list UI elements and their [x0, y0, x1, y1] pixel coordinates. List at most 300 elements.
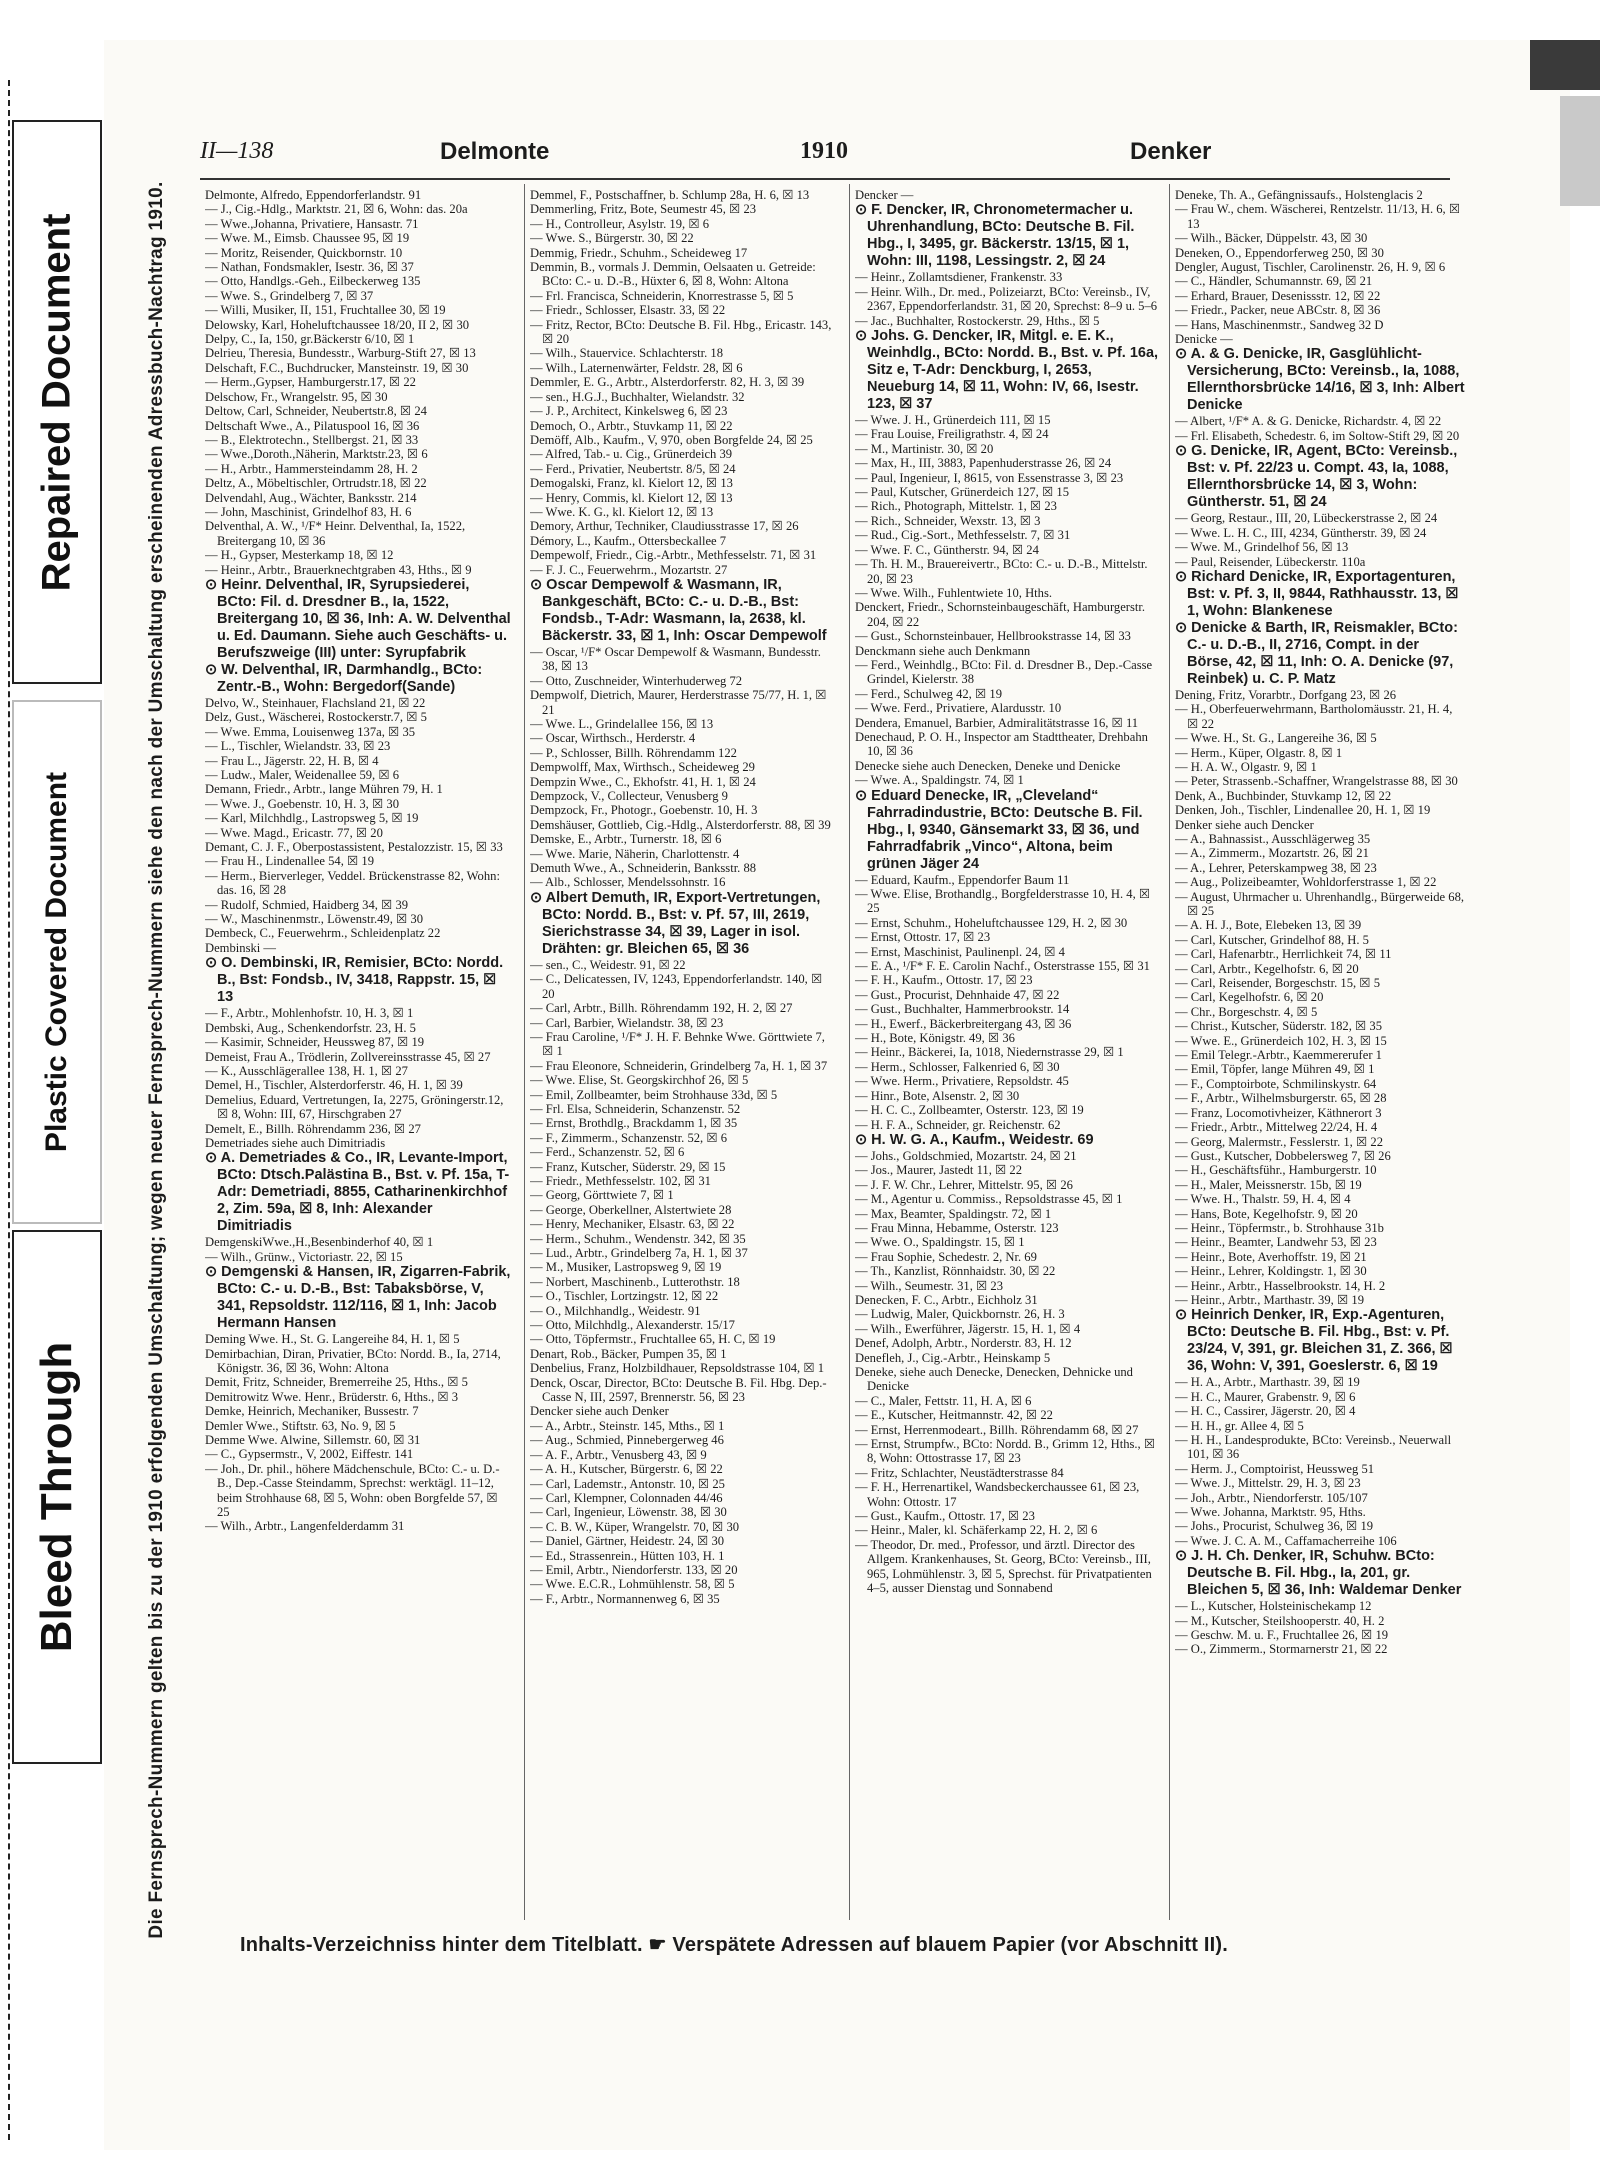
directory-entry: Dening, Fritz, Vorarbtr., Dorfgang 23, ☒ 26	[1175, 687, 1397, 702]
directory-entry: Denechaud, P. O. H., Inspector am Stadttheater, Drehbahn 10, ☒ 36	[855, 729, 1148, 759]
directory-entry: — Eduard, Kaufm., Eppendorfer Baum 11	[855, 872, 1070, 887]
directory-entry: — Carl, Hafenarbtr., Herrlichkeit 74, ☒ 11	[1175, 947, 1392, 962]
directory-entry: — Wwe. E., Grünerdeich 102, H. 3, ☒ 15	[1175, 1033, 1387, 1048]
directory-entry: — C., Maler, Fettstr. 11, H. A, ☒ 6	[855, 1393, 1032, 1408]
directory-entry: — Heinr., Zollamtsdiener, Frankenstr. 33	[855, 270, 1063, 285]
directory-entry: Denart, Rob., Bäcker, Pumpen 35, ☒ 1	[530, 1346, 727, 1361]
directory-entry: — Hinr., Bote, Alsenstr. 2, ☒ 30	[855, 1088, 1020, 1103]
directory-entry: — George, Oberkellner, Alstertwiete 28	[530, 1202, 732, 1217]
directory-entry: — Joh., Dr. phil., höhere Mädchenschule, BCto: C.- u. D.-B., Dep.-Casse Steindamm, Sprechst: werktägl. 11–12, beim Strohhause 68, ☒ 5, Wohn: oben Borgfelde 57, ☒ 25	[205, 1461, 500, 1520]
directory-entry: — H., Geschäftsführ., Hamburgerstr. 10	[1175, 1163, 1377, 1178]
directory-entry: Delmonte, Alfredo, Eppendorferlandstr. 91	[205, 188, 422, 202]
directory-entry: — Emil, Arbtr., Niendorferstr. 133, ☒ 20	[530, 1562, 738, 1577]
directory-entry: — F., Arbtr., Mohlenhofstr. 10, H. 3, ☒ 1	[205, 1006, 414, 1021]
directory-entry: Denker siehe auch Dencker	[1175, 817, 1314, 832]
badge-repaired-document	[12, 120, 102, 684]
directory-entry: — Max, H., III, 3883, Papenhuderstrasse 26, ☒ 24	[855, 456, 1112, 471]
directory-entry: Delschaft, F.C., Buchdrucker, Mansteinstr. 19, ☒ 30	[205, 360, 469, 375]
directory-entry: Denecken, F. C., Arbtr., Eichholz 31	[855, 1292, 1038, 1307]
directory-entry: Delrieu, Theresia, Bundesstr., Warburg-Stift 27, ☒ 13	[205, 346, 476, 361]
last-keyword: Denker	[1130, 138, 1212, 165]
directory-entry: — Willi, Musiker, II, 151, Fruchtallee 30, ☒ 19	[205, 303, 446, 318]
directory-entry: Denecke siehe auch Denecken, Deneke und Denicke	[855, 758, 1121, 773]
directory-entry: Démory, L., Kaufm., Ottersbeckallee 7	[530, 533, 727, 548]
directory-entry: Dempzock, Fr., Photogr., Goebenstr. 10, H. 3	[530, 803, 758, 818]
directory-entry: — Wilh., Stauervice. Schlachterstr. 18	[530, 346, 724, 361]
directory-entry: — Norbert, Maschinenb., Lutterothstr. 18	[530, 1274, 740, 1289]
directory-entry: — A. H., Kutscher, Bürgerstr. 6, ☒ 22	[530, 1462, 723, 1477]
directory-entry: Demmin, B., vormals J. Demmin, Oelsaaten u. Getreide: BCto: C.- u. D.-B., Hüxter 6, ☒ 8, Wohn: Altona	[530, 260, 816, 289]
directory-entry: — Gust., Kutscher, Dobbelersweg 7, ☒ 26	[1175, 1148, 1391, 1163]
directory-entry: Denefleh, J., Cig.-Arbtr., Heinskamp 5	[855, 1350, 1051, 1365]
directory-entry: — Wwe. A., Spaldingstr. 74, ☒ 1	[855, 773, 1024, 788]
directory-entry: — Wwe. M., Grindelhof 56, ☒ 13	[1175, 540, 1349, 555]
directory-entry: Deneke, siehe auch Denecke, Denecken, Dehnicke und Denicke	[855, 1365, 1133, 1394]
directory-entry: — Paul, Kutscher, Grünerdeich 127, ☒ 15	[855, 485, 1069, 500]
directory-entry: — Ernst, Schuhm., Hoheluftchaussee 129, H. 2, ☒ 30	[855, 915, 1128, 930]
directory-entry: — Paul, Reisender, Lübeckerstr. 110a	[1175, 554, 1366, 569]
directory-entry: Demmig, Friedr., Schuhm., Scheideweg 17	[530, 245, 748, 260]
directory-entry: — Th. H. M., Brauereivertr., BCto: C.- u. D.-B., Mittelstr. 20, ☒ 23	[855, 557, 1148, 586]
directory-entry: Demshäuser, Gottlieb, Cig.-Hdlg., Alsterdorferstr. 88, ☒ 39	[530, 817, 831, 832]
directory-entry: — Herm., Schuhm., Wendenstr. 342, ☒ 35	[530, 1231, 746, 1246]
directory-entry: — Ferd., Schulweg 42, ☒ 19	[855, 686, 1003, 701]
directory-entry: — Wwe.,Johanna, Privatiere, Hansastr. 71	[205, 216, 419, 231]
directory-entry: — O., Tischler, Lortzingstr. 12, ☒ 22	[530, 1289, 719, 1304]
directory-entry: — Frl. Francisca, Schneiderin, Knorrestrasse 5, ☒ 5	[530, 288, 794, 303]
directory-entry: — H. H., Landesprodukte, BCto: Vereinsb., Neuerwall 101, ☒ 36	[1175, 1433, 1452, 1462]
directory-entry: — J. F. W. Chr., Lehrer, Mittelstr. 95, ☒ 26	[855, 1177, 1073, 1192]
directory-entry: Demske, E., Arbtr., Turnerstr. 18, ☒ 6	[530, 832, 722, 847]
directory-column-1	[205, 188, 511, 1916]
directory-entry: — Rud., Cig.-Sort., Methfesselstr. 7, ☒ 31	[855, 528, 1071, 543]
directory-entry: — Max, Beamter, Spaldingstr. 72, ☒ 1	[855, 1206, 1052, 1221]
directory-entry: — Frau L., Jägerstr. 22, H. B, ☒ 4	[205, 753, 379, 768]
directory-entry: Democh, O., Arbtr., Stuvkamp 11, ☒ 22	[530, 418, 733, 433]
directory-entry: — H. C., Cassirer, Jägerstr. 20, ☒ 4	[1175, 1404, 1356, 1419]
badge-plastic-covered-document	[12, 700, 102, 1224]
directory-entry: — H. C., Maurer, Grabenstr. 9, ☒ 6	[1175, 1389, 1356, 1404]
directory-entry: — Daniel, Gärtner, Heidestr. 24, ☒ 30	[530, 1534, 725, 1549]
directory-entry: — Wwe. F. C., Güntherstr. 94, ☒ 24	[855, 542, 1039, 557]
directory-entry: Delz, Gust., Wäscherei, Rostockerstr.7, ☒ 5	[205, 710, 427, 725]
directory-column-3	[855, 188, 1161, 1916]
directory-entry: — Hans, Maschinenmstr., Sandweg 32 D	[1175, 317, 1384, 332]
directory-entry: — Ed., Strassenrein., Hütten 103, H. 1	[530, 1548, 725, 1563]
directory-entry: — F. H., Kaufm., Ottostr. 17, ☒ 23	[855, 973, 1033, 988]
directory-entry: — Georg, Restaur., III, 20, Lübeckerstrasse 2, ☒ 24	[1175, 511, 1438, 526]
directory-entry: Deneke, Th. A., Gefängnissaufs., Holstenglacis 2	[1175, 188, 1423, 202]
directory-entry: — Georg, Görttwiete 7, ☒ 1	[530, 1188, 674, 1203]
directory-entry: — Moritz, Reisender, Quickbornstr. 10	[205, 245, 403, 260]
directory-entry: — Wwe. Elise, Brothandlg., Borgfelderstrasse 10, H. 4, ☒ 25	[855, 887, 1151, 916]
directory-entry: — Wilh., Arbtr., Langenfelderdamm 31	[205, 1519, 405, 1534]
directory-entry: — Frl. Elsa, Schneiderin, Schanzenstr. 52	[530, 1101, 741, 1116]
entry-highlight: ⊙ W. Delventhal, IR, Darmhandlg., BCto: Zentr.-B., Wohn: Bergedorf(Sande)	[205, 661, 483, 695]
directory-entry: — C. B. W., Küper, Wrangelstr. 70, ☒ 30	[530, 1519, 740, 1534]
directory-entry: Dembinski —	[205, 940, 277, 955]
directory-entry: Demme Wwe. Alwine, Sillemstr. 60, ☒ 31	[205, 1433, 421, 1447]
directory-entry: — Wwe. L., Grindelallee 156, ☒ 13	[530, 717, 714, 731]
directory-entry: — E. A., ¹/F* F. E. Carolin Nachf., Osterstrasse 155, ☒ 31	[855, 959, 1150, 974]
entry-highlight: ⊙ Eduard Denecke, IR, „Cleveland“ Fahrradindustrie, BCto: Deutsche B. Fil. Hbg., I, 9340, Gänsemarkt 33, ☒ 36, und Fahrradfabrik „Vinco“, Altona, beim grünen Jäger 24	[855, 787, 1143, 872]
directory-entry: — M., Agentur u. Commiss., Repsoldstrasse 45, ☒ 1	[855, 1192, 1123, 1207]
directory-entry: Delpy, C., Ia, 150, gr.Bäckerstr 6/10, ☒ 1	[205, 332, 415, 347]
entry-highlight: ⊙ Johs. G. Dencker, IR, Mitgl. e. E. K., Weinhdlg., BCto: Nordd. B., Bst. v. Pf. 16a, Sitz e, T-Adr: Denckburg, I, 2653, Neueburg 14, ☒ 11, Wohn: IV, 66, Isestr. 123, ☒ 37	[855, 328, 1159, 413]
directory-entry: Delowsky, Karl, Hoheluftchaussee 18/20, II 2, ☒ 30	[205, 317, 470, 332]
directory-entry: — E., Kutscher, Heitmannstr. 42, ☒ 22	[855, 1408, 1053, 1423]
directory-entry: — H. A. W., Olgastr. 9, ☒ 1	[1175, 759, 1317, 774]
directory-entry: — F., Zimmerm., Schanzenstr. 52, ☒ 6	[530, 1130, 728, 1145]
directory-column-2	[530, 188, 836, 1916]
directory-entry: — A. F., Arbtr., Venusberg 43, ☒ 9	[530, 1447, 707, 1462]
directory-entry: — Ludwig, Maler, Quickbornstr. 26, H. 3	[855, 1307, 1065, 1322]
directory-entry: Denk, A., Buchbinder, Stuvkamp 12, ☒ 22	[1175, 788, 1392, 803]
directory-entry: Demogalski, Franz, kl. Kielort 12, ☒ 13	[530, 476, 733, 491]
directory-entry: — Herm., Bierverleger, Veddel. Brückenstrasse 82, Wohn: das. 16, ☒ 28	[205, 868, 500, 898]
directory-entry: — Friedr., Methfesselstr. 102, ☒ 31	[530, 1173, 711, 1188]
directory-entry: — Ernst, Maschinist, Paulinenpl. 24, ☒ 4	[855, 944, 1065, 959]
directory-entry: — Karl, Milchhdlg., Lastropsweg 5, ☒ 19	[205, 811, 419, 826]
directory-entry: — C., Händler, Schumannstr. 69, ☒ 21	[1175, 274, 1373, 289]
directory-entry: — Jos., Maurer, Jastedt 11, ☒ 22	[855, 1163, 1023, 1178]
directory-entry: — Gust., Procurist, Dehnhaide 47, ☒ 22	[855, 987, 1060, 1002]
directory-entry: — Herm. J., Comptoirist, Heussweg 51	[1175, 1461, 1375, 1476]
directory-entry: Dencker —	[855, 188, 914, 202]
directory-entry: — Aug., Schmied, Pinnebergerweg 46	[530, 1433, 724, 1448]
directory-column-4	[1175, 188, 1465, 1916]
directory-entry: — Fritz, Rector, BCto: Deutsche B. Fil. Hbg., Ericastr. 143, ☒ 20	[530, 317, 832, 347]
entry-highlight: ⊙ H. W. G. A., Kaufm., Weidestr. 69	[855, 1131, 1094, 1148]
directory-entry: — H. F. A., Schneider, gr. Reichenstr. 62	[855, 1117, 1061, 1132]
directory-entry: Dempewolf, Friedr., Cig.-Arbtr., Methfesselstr. 71, ☒ 31	[530, 548, 817, 563]
entry-highlight: ⊙ O. Dembinski, IR, Remisier, BCto: Nordd. B., Bst: Fondsb., IV, 3418, Rappstr. 15, ☒ 13	[205, 955, 504, 1006]
directory-entry: — H. H., gr. Allee 4, ☒ 5	[1175, 1418, 1304, 1433]
directory-entry: — A., Zimmerm., Mozartstr. 26, ☒ 21	[1175, 846, 1369, 861]
directory-entry: — Carl, Reisender, Borgeschstr. 15, ☒ 5	[1175, 976, 1381, 991]
directory-entry: — L., Kutscher, Holsteinischekamp 12	[1175, 1599, 1372, 1614]
directory-entry: — Alfred, Tab.- u. Cig., Grünerdeich 39	[530, 447, 733, 462]
directory-entry: — Heinr., Bäckerei, Ia, 1018, Niedernstrasse 29, ☒ 1	[855, 1045, 1124, 1060]
directory-entry: — Wwe. J. H., Grünerdeich 111, ☒ 15	[855, 413, 1051, 428]
first-keyword: Delmonte	[440, 138, 550, 165]
directory-entry: — Heinr., Bote, Averhoffstr. 19, ☒ 21	[1175, 1249, 1367, 1264]
directory-entry: — Heinr., Töpfermstr., b. Strohhause 31b	[1175, 1220, 1384, 1235]
directory-entry: — Herm., Küper, Olgastr. 8, ☒ 1	[1175, 745, 1343, 760]
entry-highlight: ⊙ Albert Demuth, IR, Export-Vertretungen, BCto: Nordd. B., Bst: v. Pf. 57, III, 2619, Sierichstrasse 34, ☒ 39, Lager in isol. Drähten: gr. Bleichen 65, ☒ 36	[530, 889, 821, 957]
directory-entry: — Georg, Malermstr., Fesslerstr. 1, ☒ 22	[1175, 1134, 1383, 1149]
directory-entry: — Frl. Elisabeth, Schedestr. 6, im Soltow-Stift 29, ☒ 20	[1175, 428, 1460, 443]
directory-entry: — Wwe. Johanna, Marktstr. 95, Hths.	[1175, 1505, 1366, 1520]
directory-entry: — H. A., Arbtr., Marthastr. 39, ☒ 19	[1175, 1375, 1360, 1390]
directory-entry: Demuth Wwe., A., Schneiderin, Banksstr. 88	[530, 861, 757, 876]
directory-entry: Demetriades siehe auch Dimitriadis	[205, 1135, 386, 1150]
column-divider	[1169, 184, 1170, 1920]
directory-entry: — Frau Louise, Freiligrathstr. 4, ☒ 24	[855, 427, 1049, 442]
directory-entry: — Wwe. H., Thalstr. 59, H. 4, ☒ 4	[1175, 1192, 1351, 1207]
badge-bleed-through	[12, 1230, 102, 1764]
directory-entry: — Carl, Arbtr., Billh. Röhrendamm 192, H. 2, ☒ 27	[530, 1001, 793, 1016]
directory-entry: — Frau Eleonore, Schneiderin, Grindelberg 7a, H. 1, ☒ 37	[530, 1058, 828, 1073]
side-note-vertical: Die Fernsprech-Nummern gelten bis zu der 1910 erfolgenden Umschaltung; wegen neuer Fernsprech-Nummern siehe den nach der Umschaltung erscheinenden Adressbuch-Nachtrag 1910.	[146, 181, 167, 1939]
directory-entry: Demöff, Alb., Kaufm., V, 970, oben Borgfelde 24, ☒ 25	[530, 432, 813, 447]
directory-entry: — Nathan, Fondsmakler, Isestr. 36, ☒ 37	[205, 260, 414, 275]
directory-entry: — Oscar, ¹/F* Oscar Dempewolf & Wasmann, Bundesstr. 38, ☒ 13	[530, 644, 821, 674]
directory-entry: Demmler, E. G., Arbtr., Alsterdorferstr. 82, H. 3, ☒ 39	[530, 375, 805, 390]
directory-entry: — Peter, Strassenb.-Schaffner, Wrangelstrasse 88, ☒ 30	[1175, 774, 1458, 789]
directory-entry: — Otto, Zuschneider, Winterhuderweg 72	[530, 673, 743, 688]
directory-entry: — Wwe.,Doroth.,Näherin, Marktstr.23, ☒ 6	[205, 447, 428, 462]
directory-entry: Delvendahl, Aug., Wächter, Banksstr. 214	[205, 490, 417, 505]
directory-entry: — Wwe. Elise, St. Georgskirchhof 26, ☒ 5	[530, 1073, 749, 1088]
scan-edge-dark-tab	[1530, 40, 1600, 90]
directory-entry: — Otto, Handlgs.-Geh., Eilbeckerweg 135	[205, 274, 421, 289]
directory-entry: — Wwe. Magd., Ericastr. 77, ☒ 20	[205, 825, 383, 840]
entry-highlight: ⊙ Heinrich Denker, IR, Exp.-Agenturen, BCto: Deutsche B. Fil. Hbg., Bst: v. Pf. 23/24, V, 391, gr. Bleichen 31, Z. 366, ☒ 36, Wohn: V, 391, Goeslerstr. 6, ☒ 19	[1175, 1307, 1453, 1375]
directory-entry: — Henry, Commis, kl. Kielort 12, ☒ 13	[530, 490, 733, 505]
directory-entry: Dembeck, C., Feuerwehrm., Schleidenplatz 22	[205, 926, 441, 941]
directory-entry: — H., Ewerf., Bäckerbreitergang 43, ☒ 36	[855, 1016, 1072, 1031]
directory-entry: — Johs., Goldschmied, Mozartstr. 24, ☒ 21	[855, 1148, 1077, 1163]
directory-entry: — Jac., Buchhalter, Rostockerstr. 29, Hths., ☒ 5	[855, 313, 1100, 328]
directory-entry: — B., Elektrotechn., Stellbergst. 21, ☒ 33	[205, 432, 419, 447]
directory-entry: — Carl, Ingenieur, Löwenstr. 38, ☒ 30	[530, 1505, 727, 1520]
directory-entry: — Frau Minna, Hebamme, Osterstr. 123	[855, 1220, 1059, 1235]
directory-entry: — Friedr., Schlosser, Elsastr. 33, ☒ 22	[530, 303, 726, 318]
directory-entry: — Rich., Schneider, Wexstr. 13, ☒ 3	[855, 513, 1041, 528]
directory-entry: — Friedr., Packer, neue ABCstr. 8, ☒ 36	[1175, 303, 1381, 318]
directory-entry: — F., Arbtr., Normannenweg 6, ☒ 35	[530, 1591, 720, 1606]
entry-highlight: ⊙ F. Dencker, IR, Chronometermacher u. Uhrenhandlung, BCto: Deutsche B. Fil. Hbg., I, 3495, gr. Bäckerstr. 13/15, ☒ 1, Wohn: III, 1198, Lessingstr. 2, ☒ 24	[855, 202, 1135, 270]
directory-entry: Demit, Fritz, Schneider, Bremerreihe 25, Hths., ☒ 5	[205, 1375, 468, 1390]
entry-highlight: ⊙ G. Denicke, IR, Agent, BCto: Vereinsb., Bst: v. Pf. 22/23 u. Compt. 43, Ia, 1088, Ellernthorsbrücke 14, ☒ 3, Wohn: Güntherstr. 51, ☒ 24	[1175, 443, 1458, 511]
directory-entry: Dendera, Emanuel, Barbier, Admiralitätstrasse 16, ☒ 11	[855, 715, 1139, 730]
directory-entry: Demelius, Eduard, Vertretungen, Ia, 2275, Gröningerstr.12, ☒ 8, Wohn: III, 67, Hirschgraben 27	[205, 1092, 504, 1122]
directory-entry: — Wwe. S., Grindelberg 7, ☒ 37	[205, 288, 374, 303]
directory-entry: — Heinr., Arbtr., Brauerknechtgraben 43, Hths., ☒ 9	[205, 562, 472, 577]
directory-entry: Demel, H., Tischler, Alsterdorferstr. 46, H. 1, ☒ 39	[205, 1078, 463, 1093]
directory-entry: — P., Schlosser, Billh. Röhrendamm 122	[530, 745, 737, 760]
directory-entry: — Wwe. H., St. G., Langereihe 36, ☒ 5	[1175, 731, 1377, 746]
directory-entry: — Gust., Kaufm., Ottostr. 17, ☒ 23	[855, 1509, 1035, 1524]
directory-entry: Dempzock, V., Collecteur, Venusberg 9	[530, 789, 728, 804]
directory-entry: — Heinr. Wilh., Dr. med., Polizeiarzt, BCto: Vereinsb., IV, 2367, Eppendorferlandstr. 31, ☒ 20, Sprechst: 8–9 u. 5–6	[855, 284, 1158, 314]
directory-entry: Denckmann siehe auch Denkmann	[855, 643, 1031, 658]
directory-entry: — Ludw., Maler, Weidenallee 59, ☒ 6	[205, 768, 400, 782]
directory-entry: — F. H., Herrenartikel, Wandsbeckerchaussee 61, ☒ 23, Wohn: Ottostr. 17	[855, 1480, 1140, 1509]
directory-entry: — Kasimir, Schneider, Heussweg 87, ☒ 19	[205, 1035, 425, 1050]
directory-entry: Demelt, E., Billh. Röhrendamm 236, ☒ 27	[205, 1121, 421, 1136]
directory-entry: — August, Uhrmacher u. Uhrenhandlg., Bürgerweide 68, ☒ 25	[1175, 889, 1465, 918]
directory-entry: Demmerling, Fritz, Bote, Seumestr 45, ☒ 23	[530, 202, 757, 217]
left-margin-strip	[0, 0, 104, 2177]
directory-entry: — H., Gypser, Mesterkamp 18, ☒ 12	[205, 548, 394, 563]
footer-note: Inhalts-Verzeichniss hinter dem Titelblatt. ☛ Verspätete Adressen auf blauem Papier (vor Abschnitt II).	[240, 1934, 1229, 1956]
directory-entry: — Ernst, Ottostr. 17, ☒ 23	[855, 930, 991, 945]
directory-entry: Denck, Oscar, Director, BCto: Deutsche B. Fil. Hbg. Dep.-Casse N, III, 2597, Brennerstr. 56, ☒ 23	[530, 1375, 827, 1405]
directory-entry: — O., Zimmerm., Stormarnerstr 21, ☒ 22	[1175, 1642, 1388, 1657]
directory-entry: — Wwe. Emma, Louisenweg 137a, ☒ 35	[205, 724, 416, 739]
directory-entry: Deming Wwe. H., St. G. Langereihe 84, H. 1, ☒ 5	[205, 1332, 460, 1347]
entry-highlight: ⊙ Denicke & Barth, IR, Reismakler, BCto: C.- u. D.-B., II, 2716, Compt. in der Börse, 42, ☒ 11, Inh: O. A. Denicke (97, Reinbek) u. C. P. Matz	[1175, 619, 1458, 687]
entry-highlight: ⊙ Heinr. Delventhal, IR, Syrupsiederei, BCto: Fil. d. Dresdner B., Ia, 1522, Breitergang 10, ☒ 36, Inh: A. W. Delventhal u. Ed. Daumann. Siehe auch Geschäfts- u. Berufszweige (III) unter: Syrupfabrik	[205, 576, 511, 661]
directory-entry: Demirbachian, Diran, Privatier, BCto: Nordd. B., Ia, 2714, Königstr. 36, ☒ 36, Wohn: Altona	[205, 1346, 501, 1375]
directory-entry: — Albert, ¹/F* A. & G. Denicke, Richardstr. 4, ☒ 22	[1175, 414, 1442, 429]
directory-entry: — Emil, Töpfer, lange Mühren 49, ☒ 1	[1175, 1062, 1375, 1077]
directory-entry: Demant, C. J. F., Oberpostassistent, Pestalozzistr. 15, ☒ 33	[205, 840, 503, 855]
directory-entry: — Hans, Bote, Kegelhofstr. 9, ☒ 20	[1175, 1206, 1358, 1221]
page-number: II—138	[200, 138, 274, 164]
directory-entry: — W., Maschinenmstr., Löwenstr.49, ☒ 30	[205, 912, 424, 927]
directory-entry: — Friedr., Arbtr., Mittelweg 22/24, H. 4	[1175, 1120, 1378, 1135]
scan-edge-gray-tab	[1560, 96, 1600, 206]
directory-entry: — Rudolf, Schmied, Haidberg 34, ☒ 39	[205, 897, 409, 912]
directory-entry: — Otto, Töpfermstr., Fruchtallee 65, H. C, ☒ 19	[530, 1332, 776, 1347]
directory-entry: — Emil Telegr.-Arbtr., Kaemmererufer 1	[1175, 1048, 1382, 1063]
entry-highlight: ⊙ Richard Denicke, IR, Exportagenturen, Bst: v. Pf. 3, II, 9844, Rathhausstr. 13, ☒ 1, Wohn: Blankenese	[1175, 568, 1459, 619]
directory-entry: — K., Ausschlägerallee 138, H. 1, ☒ 27	[205, 1063, 408, 1078]
directory-entry: Demeist, Frau A., Trödlerin, Zollvereinsstrasse 45, ☒ 27	[205, 1049, 491, 1064]
directory-entry: — Heinr., Maler, kl. Schäferkamp 22, H. 2, ☒ 6	[855, 1523, 1098, 1538]
directory-entry: Delvo, W., Steinhauer, Flachsland 21, ☒ 22	[205, 695, 426, 710]
directory-entry: — Ernst, Brothdlg., Brackdamm 1, ☒ 35	[530, 1116, 738, 1131]
directory-entry: — Aug., Polizeibeamter, Wohldorferstrasse 1, ☒ 22	[1175, 875, 1437, 890]
directory-entry: — Wwe. Wilh., Fuhlentwiete 10, Hths.	[855, 585, 1053, 600]
directory-entry: — J. P., Architect, Kinkelsweg 6, ☒ 23	[530, 404, 728, 419]
directory-entry: — Erhard, Brauer, Desenissstr. 12, ☒ 22	[1175, 288, 1381, 303]
directory-entry: — Rich., Photograph, Mittelstr. 1, ☒ 23	[855, 499, 1057, 514]
directory-entry: — Chr., Borgeschstr. 4, ☒ 5	[1175, 1004, 1318, 1019]
directory-entry: — Frau H., Lindenallee 54, ☒ 19	[205, 854, 375, 869]
directory-entry: — Heinr., Beamter, Landwehr 53, ☒ 23	[1175, 1235, 1377, 1250]
directory-entry: — John, Maschinist, Grindelhof 83, H. 6	[205, 504, 412, 519]
directory-entry: — J., Cig.-Hdlg., Marktstr. 21, ☒ 6, Wohn: das. 20a	[205, 202, 468, 217]
directory-entry: — sen., H.G.J., Buchhalter, Wielandstr. 32	[530, 389, 745, 404]
directory-entry: Dempwolff, Max, Wirthsch., Scheideweg 29	[530, 760, 755, 775]
directory-entry: Demke, Heinrich, Mechaniker, Bussestr. 7	[205, 1404, 419, 1419]
directory-entry: — Theodor, Dr. med., Professor, und ärztl. Director des Allgem. Krankenhauses, St. Georg, BCto: Vereinsb., III, 965, Lohmühlenstr. 3, ☒ 5, Sprechst. für Privatpatienten 4–5, ausser Dienstag und Sonnabend	[855, 1537, 1152, 1596]
directory-entry: — Wilh., Laternenwärter, Feldstr. 28, ☒ 6	[530, 360, 743, 375]
entry-highlight: ⊙ J. H. Ch. Denker, IR, Schuhw. BCto: Deutsche B. Fil. Hbg., Ia, 201, gr. Bleichen 5, ☒ 36, Inh: Waldemar Denker	[1175, 1548, 1462, 1599]
directory-entry: — Paul, Ingenieur, I, 8615, von Essenstrasse 3, ☒ 23	[855, 470, 1124, 485]
directory-entry: — Fritz, Schlachter, Neustädterstrasse 84	[855, 1465, 1064, 1480]
directory-entry: — Frau W., chem. Wäscherei, Rentzelstr. 11/13, H. 6, ☒ 13	[1175, 202, 1461, 231]
badge-label: Bleed Through	[32, 1341, 81, 1653]
directory-entry: — M., Kutscher, Steilshooperstr. 40, H. 2	[1175, 1613, 1385, 1628]
directory-entry: — Herm., Schlosser, Falkenried 6, ☒ 30	[855, 1059, 1060, 1074]
directory-entry: — F., Arbtr., Wilhelmsburgerstr. 65, ☒ 28	[1175, 1091, 1387, 1106]
directory-entry: — Carl, Klempner, Colonnaden 44/46	[530, 1490, 723, 1505]
directory-entry: — Wwe. J., Mittelstr. 29, H. 3, ☒ 23	[1175, 1476, 1361, 1491]
entry-highlight: ⊙ A. Demetriades & Co., IR, Levante-Import, BCto: Dtsch.Palästina B., Bst. v. Pf. 15a, T-Adr: Demetriadi, 8855, Catharinenkirchhof 2, Zim. 59a, ☒ 8, Inh: Alexander Dimitriadis	[205, 1150, 510, 1235]
directory-entry: — C., Gypsermstr., V, 2002, Eiffestr. 141	[205, 1447, 414, 1462]
directory-entry: Demler Wwe., Stiftstr. 63, No. 9, ☒ 5	[205, 1418, 396, 1433]
directory-entry: — H., Maler, Meissnerstr. 15b, ☒ 19	[1175, 1177, 1362, 1192]
directory-entry: — Wwe. E.C.R., Lohmühlenstr. 58, ☒ 5	[530, 1577, 735, 1592]
directory-entry: — Gust., Buchhalter, Hammerbrookstr. 14	[855, 1002, 1070, 1017]
directory-entry: Dengler, August, Tischler, Carolinenstr. 26, H. 9, ☒ 6	[1175, 260, 1446, 275]
directory-entry: — F., Comptoirbote, Schmilinskystr. 64	[1175, 1076, 1377, 1091]
directory-entry: Deltschaft Wwe., A., Pilatuspool 16, ☒ 36	[205, 418, 420, 433]
directory-entry: — Wwe. Marie, Näherin, Charlottenstr. 4	[530, 846, 740, 861]
badge-label: Plastic Covered Document	[40, 771, 73, 1153]
column-divider	[849, 184, 850, 1920]
directory-entry: Denicke —	[1175, 332, 1233, 347]
directory-entry: — Herm.,Gypser, Hamburgerstr.17, ☒ 22	[205, 375, 416, 390]
directory-entry: — Henry, Mechaniker, Elsastr. 63, ☒ 22	[530, 1217, 735, 1232]
directory-entry: — Otto, Milchhdlg., Alexanderstr. 15/17	[530, 1318, 735, 1333]
directory-entry: — Carl, Arbtr., Kegelhofstr. 6, ☒ 20	[1175, 961, 1359, 976]
directory-entry: — A., Arbtr., Steinstr. 145, Mths., ☒ 1	[530, 1418, 725, 1433]
directory-entry: — Heinr., Arbtr., Marthastr. 39, ☒ 19	[1175, 1292, 1364, 1307]
directory-entry: — Wilh., Grünw., Victoriastr. 22, ☒ 15	[205, 1249, 403, 1264]
directory-entry: — Frau Caroline, ¹/F* J. H. F. Behnke Wwe. Görttwiete 7, ☒ 1	[530, 1029, 825, 1059]
directory-entry: — Wwe. O., Spaldingstr. 15, ☒ 1	[855, 1235, 1025, 1250]
directory-entry: Delschow, Fr., Wrangelstr. 95, ☒ 30	[205, 389, 388, 404]
directory-entry: Demmel, F., Postschaffner, b. Schlump 28a, H. 6, ☒ 13	[530, 188, 810, 202]
directory-entry: — Alb., Schlosser, Mendelssohnstr. 16	[530, 875, 726, 890]
directory-entry: — Carl, Kegelhofstr. 6, ☒ 20	[1175, 990, 1324, 1005]
directory-entry: — H., Arbtr., Hammersteindamm 28, H. 2	[205, 461, 418, 476]
dashed-cut-line	[8, 80, 10, 2140]
directory-entry: — Ferd., Weinhdlg., BCto: Fil. d. Dresdner B., Dep.-Casse Grindel, Kielerstr. 38	[855, 657, 1153, 687]
year: 1910	[800, 138, 848, 164]
badge-label: Repaired Document	[34, 213, 79, 591]
directory-entry: — Wwe. Herm., Privatiere, Repsoldstr. 45	[855, 1074, 1069, 1089]
directory-entry: Demann, Friedr., Arbtr., lange Mühren 79, H. 1	[205, 782, 443, 797]
directory-entry: — Wilh., Seumestr. 31, ☒ 23	[855, 1278, 1004, 1293]
directory-entry: Denckert, Friedr., Schornsteinbaugeschäft, Hamburgerstr. 204, ☒ 22	[855, 600, 1146, 629]
directory-entry: — Wwe. Ferd., Privatiere, Alardusstr. 10	[855, 701, 1062, 716]
directory-entry: — Ferd., Privatier, Neubertstr. 8/5, ☒ 24	[530, 461, 736, 476]
directory-entry: — M., Martinistr. 30, ☒ 20	[855, 441, 994, 456]
directory-entry: — Oscar, Wirthsch., Herderstr. 4	[530, 731, 696, 746]
directory-entry: — Wwe. K. G., kl. Kielort 12, ☒ 13	[530, 504, 714, 519]
directory-entry: Demory, Arthur, Techniker, Claudiusstrasse 17, ☒ 26	[530, 519, 799, 534]
directory-entry: — Ferd., Schanzenstr. 52, ☒ 6	[530, 1145, 685, 1160]
directory-entry: — Wilh., Bäcker, Düppelstr. 43, ☒ 30	[1175, 231, 1368, 246]
entry-highlight: ⊙ Demgenski & Hansen, IR, Zigarren-Fabrik, BCto: C.- u. D.-B., Bst: Tabaksbörse, V, 341, Repsoldstr. 112/116, ☒ 1, Inh: Jacob Hermann Hansen	[205, 1264, 511, 1332]
directory-entry: — Ernst, Herrenmodeart., Billh. Röhrendamm 68, ☒ 27	[855, 1422, 1139, 1437]
directory-entry: Denbelius, Franz, Holzbildhauer, Repsoldstrasse 104, ☒ 1	[530, 1361, 825, 1376]
directory-entry: — Wilh., Ewerführer, Jägerstr. 15, H. 1, ☒ 4	[855, 1321, 1081, 1336]
directory-entry: — Emil, Zollbeamter, beim Strohhause 33d, ☒ 5	[530, 1087, 778, 1102]
directory-entry: DemgenskiWwe.,H.,Besenbinderhof 40, ☒ 1	[205, 1235, 434, 1250]
directory-entry: — Carl, Barbier, Wielandstr. 38, ☒ 23	[530, 1015, 724, 1030]
directory-entry: — Heinr., Arbtr., Hasselbrookstr. 14, H. 2	[1175, 1278, 1386, 1293]
directory-entry: — Christ., Kutscher, Süderstr. 182, ☒ 35	[1175, 1019, 1383, 1034]
directory-entry: — Carl, Kutscher, Grindelhof 88, H. 5	[1175, 932, 1369, 947]
directory-entry: Denef, Adolph, Arbtr., Norderstr. 83, H. 12	[855, 1336, 1072, 1351]
directory-entry: — Frau Sophie, Schedestr. 2, Nr. 69	[855, 1249, 1037, 1264]
column-divider	[524, 184, 525, 1920]
entry-highlight: ⊙ Oscar Dempewolf & Wasmann, IR, Bankgeschäft, BCto: C.- u. D.-B., Bst: Fondsb., T-Adr: Wasmann, Ia, 2638, kl. Bäckerstr. 33, ☒ 1, Inh: Oscar Dempewolf	[530, 576, 827, 644]
directory-entry: — Gust., Schornsteinbauer, Hellbrookstrasse 14, ☒ 33	[855, 629, 1131, 644]
directory-entry: — Wwe. S., Bürgerstr. 30, ☒ 22	[530, 231, 694, 246]
directory-entry: — Carl, Lademstr., Antonstr. 10, ☒ 25	[530, 1476, 725, 1491]
entry-highlight: ⊙ A. & G. Denicke, IR, Gasglühlicht-Versicherung, BCto: Vereinsb., Ia, 1088, Ellernthorsbrücke 14/16, ☒ 3, Inh: Albert Denicke	[1175, 346, 1465, 414]
directory-entry: — Th., Kanzlist, Rönnhaidstr. 30, ☒ 22	[855, 1264, 1056, 1279]
directory-entry: — H. C. C., Zollbeamter, Osterstr. 123, ☒ 19	[855, 1103, 1084, 1118]
directory-entry: — Heinr., Lehrer, Koldingstr. 1, ☒ 30	[1175, 1264, 1367, 1279]
directory-entry: — Ernst, Strumpfw., BCto: Nordd. B., Grimm 12, Hths., ☒ 8, Wohn: Ottostrasse 17, ☒ 23	[855, 1437, 1156, 1466]
directory-entry: — Wwe. M., Eimsb. Chaussee 95, ☒ 19	[205, 231, 410, 246]
directory-entry: — Franz, Locomotivheizer, Käthnerort 3	[1175, 1105, 1382, 1120]
directory-entry: — M., Musiker, Lastropsweg 9, ☒ 19	[530, 1260, 722, 1275]
directory-entry: — Lud., Arbtr., Grindelberg 7a, H. 1, ☒ 37	[530, 1246, 748, 1260]
directory-entry: — H., Bote, Königstr. 49, ☒ 36	[855, 1031, 1015, 1046]
directory-entry: Deltz, A., Möbeltischler, Ortrudstr.18, ☒ 22	[205, 476, 427, 491]
